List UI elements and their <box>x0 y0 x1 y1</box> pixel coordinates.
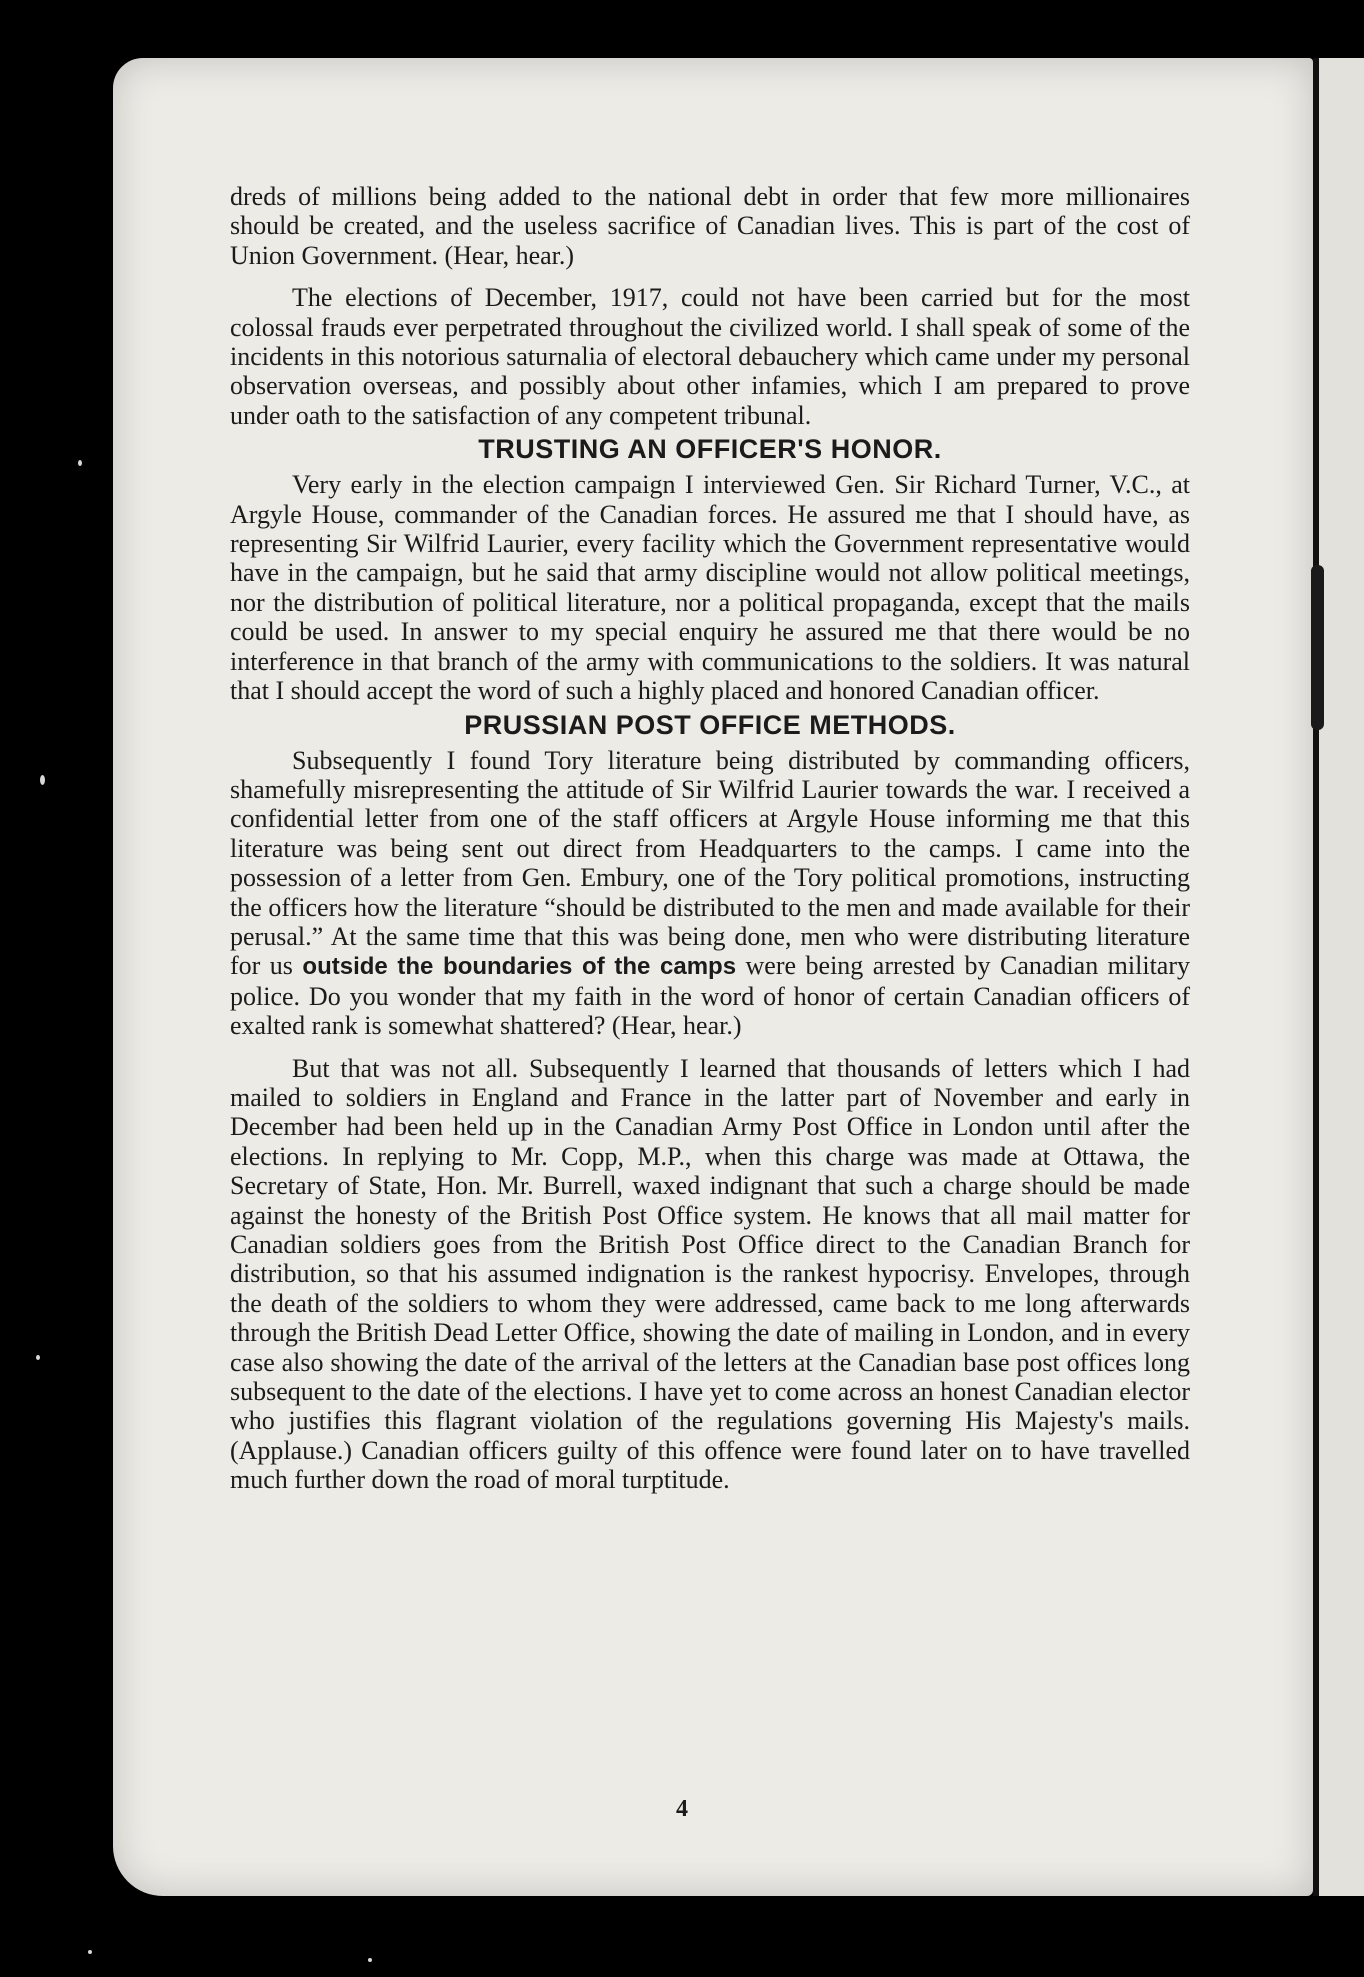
section-heading-officers-honor: TRUSTING AN OFFICER'S HONOR. <box>478 434 942 465</box>
paragraph-turner-interview: Very early in the election campaign I interviewed Gen. Sir Richard Turner, V.C., at Argyle House, commander of the Canadian forces. He assured me that I should have, as representing Sir Wilfrid Laurier, every facility which the Government representative would have in the campaign, but he said that army discipline would not allow political meetings, nor the distribution of political literature, nor a political propaganda, except that the mails could be used. In answer to my special enquiry he assured me that there would be no interference in that branch of the army with communications to the soldiers. It was natural that I should accept the word of such a highly placed and honored Canadian officer. <box>230 470 1190 706</box>
bold-phrase: outside the boundaries of the camps <box>302 953 737 981</box>
scan-speck <box>40 775 45 785</box>
page-number: 4 <box>676 1796 688 1822</box>
section-heading-post-office: PRUSSIAN POST OFFICE METHODS. <box>464 709 956 740</box>
scan-speck <box>88 1950 92 1954</box>
paragraph-text: Subsequently I found Tory literature being distributed by commanding officers, shamefully misrepresenting the attitude of Sir Wilfrid Laurier towards the war. I received a confidential letter from one of the staff officers at Argyle House informing me that this literature was being sent out direct from Headquarters to the camps. I came into the possession of a letter from Gen. Embury, one of the Tory political promotions, instructing the officers how the literature “should be distributed to the men and made available for their perusal.” At the same time that this was being done, men who were distributing literature for us <box>230 745 1190 981</box>
next-page-edge <box>1313 58 1364 1896</box>
scan-speck <box>78 460 82 466</box>
paragraph-held-mail: But that was not all. Subsequently I learned that thousands of letters which I had mailed to soldiers in England and France in the latter part of November and early in December had been held up in the Canadian Army Post Office in London until after the elections. In replying to Mr. Copp, M.P., when this charge was made at Ottawa, the Secretary of State, Hon. Mr. Burrell, waxed indignant that such a charge should be made against the honesty of the British Post Office system. He knows that all mail matter for Canadian soldiers goes from the British Post Office direct to the Canadian Branch for distribution, so that his assumed indignation is the rankest hypocrisy. Envelopes, through the death of the soldiers to whom they were addressed, came back to me long afterwards through the British Dead Letter Office, showing the date of mailing in London, and in every case also showing the date of the arrival of the letters at the Canadian base post offices long subsequent to the date of the elections. I have yet to come across an honest Canadian elector who justifies this flagrant violation of the regulations governing His Majesty's mails. (Applause.) Canadian officers guilty of this offence were found later on to have travelled much further down the road of moral turptitude. <box>230 1053 1190 1495</box>
paragraph-tory-literature <box>230 746 1190 1041</box>
paragraph-continuation: dreds of millions being added to the national debt in order that few more millionaires should be created, and the useless sacrifice of Canadian lives. This is part of the cost of Union Government. (Hear, hear.) <box>230 182 1190 270</box>
document-text <box>230 182 1190 1508</box>
paragraph-elections: The elections of December, 1917, could not have been carried but for the most colossal frauds ever perpetrated throughout the civilized world. I shall speak of some of the incidents in this notorious saturnalia of electoral debauchery which came under my personal observation overseas, and possibly about other infamies, which I am prepared to prove under oath to the satisfaction of any competent tribunal. <box>230 283 1190 430</box>
paragraph-text: were being arrested by Canadian military police. Do you wonder that my faith in the word of honor of certain Canadian officers of exalted rank is somewhat shattered? (Hear, hear.) <box>230 951 1190 1041</box>
binding-shadow <box>1311 565 1324 730</box>
scan-speck <box>368 1958 372 1962</box>
scan-speck <box>36 1355 40 1360</box>
